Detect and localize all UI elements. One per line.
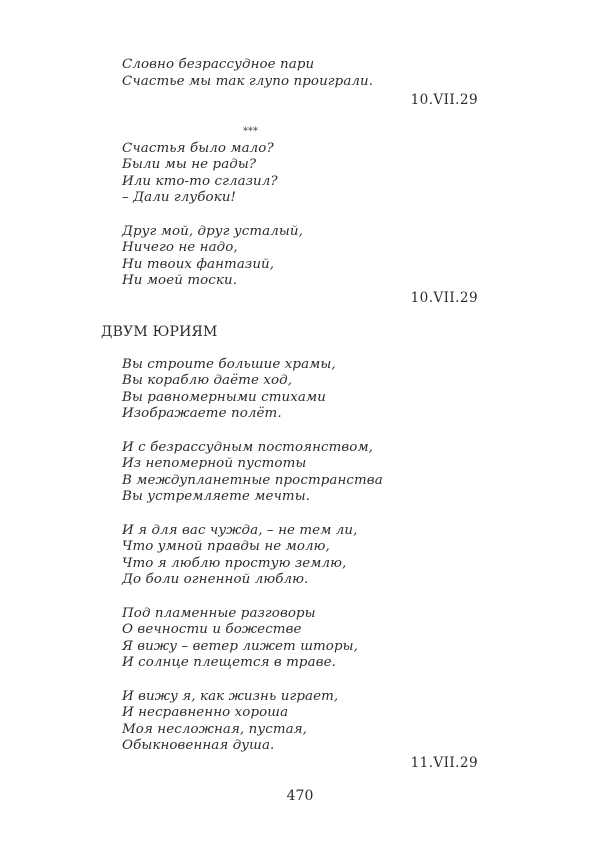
page-number: 470: [286, 788, 314, 804]
poem-line: – Дали глубоки!: [122, 190, 237, 205]
poem-line: И с безрассудным постоянством,: [122, 440, 374, 455]
poem-line: Были мы не рады?: [122, 157, 257, 172]
poem-date: 10.VII.29: [410, 92, 478, 108]
poem-title: ДВУМ ЮРИЯМ: [101, 324, 218, 340]
poem-line: Что я люблю простую землю,: [122, 556, 347, 571]
poem-line: Под пламенные разговоры: [122, 606, 316, 621]
poem-line: Ничего не надо,: [122, 240, 238, 255]
poem-line: И солнце плещется в траве.: [122, 655, 336, 670]
poem-line: Вы строите большие храмы,: [122, 357, 336, 372]
poem-date: 11.VII.29: [410, 755, 478, 771]
poem-line: В междупланетные пространства: [122, 473, 383, 488]
poem-line: Счастья было мало?: [122, 141, 274, 156]
poem-line: И несравненно хороша: [122, 705, 289, 720]
poem-line: Из непомерной пустоты: [122, 456, 307, 471]
poem-line: Словно безрассудное пари: [122, 57, 315, 72]
poem-line: О вечности и божестве: [122, 622, 302, 637]
poem-line: Ни моей тоски.: [122, 273, 238, 288]
poem-line: Моя несложная, пустая,: [122, 722, 308, 737]
poem-line: Изображаете полёт.: [122, 406, 282, 421]
poem-line: Что умной правды не молю,: [122, 539, 330, 554]
poem-line: Ни твоих фантазий,: [122, 257, 275, 272]
poem-separator: ***: [243, 126, 258, 137]
poem-line: До боли огненной люблю.: [122, 572, 309, 587]
poem-line: Обыкновенная душа.: [122, 738, 275, 753]
poem-line: Вы равномерными стихами: [122, 390, 326, 405]
poem-line: Я вижу – ветер лижет шторы,: [122, 639, 358, 654]
poem-line: И вижу я, как жизнь играет,: [122, 689, 339, 704]
poem-line: Друг мой, друг усталый,: [122, 224, 303, 239]
poem-line: Или кто-то сглазил?: [122, 174, 278, 189]
poem-line: И я для вас чужда, – не тем ли,: [122, 523, 358, 538]
poem-line: Вы устремляете мечты.: [122, 489, 311, 504]
poem-line: Счастье мы так глупо проиграли.: [122, 74, 374, 89]
poem-line: Вы кораблю даёте ход,: [122, 373, 293, 388]
poem-date: 10.VII.29: [410, 290, 478, 306]
